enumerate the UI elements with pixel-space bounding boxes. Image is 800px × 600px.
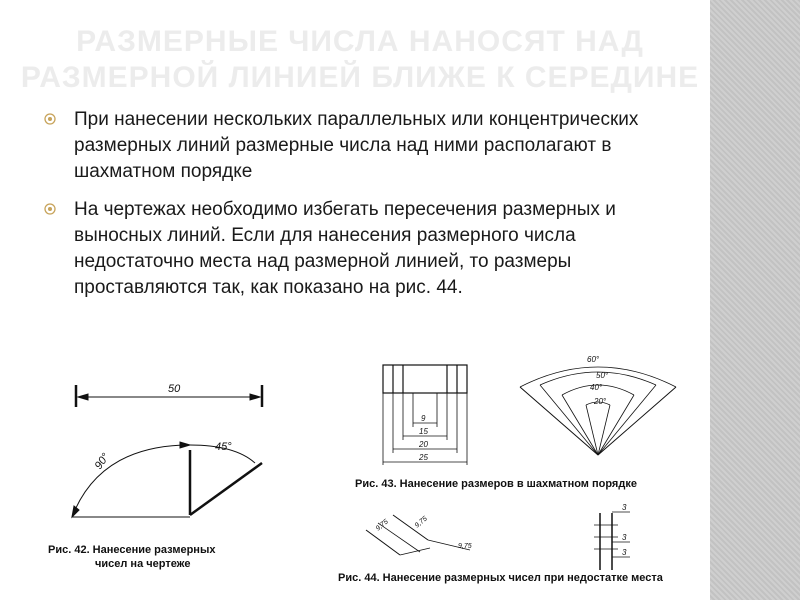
caption-fig44: Рис. 44. Нанесение размерных чисел при недостатке места xyxy=(338,572,663,584)
dim-label-15: 15 xyxy=(419,427,428,436)
side-decorative-strip xyxy=(710,0,800,600)
dim-label-3-b: 3 xyxy=(622,533,627,542)
dim-label-975-b: 9,75 xyxy=(413,515,429,530)
bullet-list xyxy=(44,107,684,313)
dim-label-45: 45° xyxy=(215,441,232,453)
bullet-item xyxy=(44,107,684,185)
angle-label-40: 40° xyxy=(590,383,603,392)
figure-44-left xyxy=(366,515,472,555)
figure-43-left xyxy=(383,365,467,465)
caption-fig42-line2: чисел на чертеже xyxy=(95,558,191,570)
figure-44-right xyxy=(594,503,630,570)
dim-label-9: 9 xyxy=(421,414,426,423)
figure-42 xyxy=(72,383,262,517)
dim-label-3-c: 3 xyxy=(622,548,627,557)
dim-label-3-a: 3 xyxy=(622,503,627,512)
bullet-circle-icon xyxy=(44,203,56,215)
caption-fig43: Рис. 43. Нанесение размеров в шахматном порядке xyxy=(355,478,637,490)
angle-label-50: 50° xyxy=(596,371,609,380)
dim-label-90: 90° xyxy=(92,451,113,472)
dim-label-20: 20 xyxy=(419,440,428,449)
bullet-text: При нанесении нескольких параллельных или концентрических размерных линий размерные числа над ними располагают в шахматном порядке xyxy=(74,109,639,182)
bullet-circle-icon xyxy=(44,113,56,125)
figures-drawing xyxy=(0,345,710,600)
slide-title: РАЗМЕРНЫЕ ЧИСЛА НАНОСЯТ НАД РАЗМЕРНОЙ ЛИНИЕЙ БЛИЖЕ К СЕРЕДИНЕ xyxy=(20,25,700,94)
bullet-text: На чертежах необходимо избегать пересечения размерных и выносных линий. Если для нанесения размерного числа недостаточно места над размерной линией, то размеры проставляются так, как показано на рис. 44. xyxy=(74,199,616,298)
dim-label-50: 50 xyxy=(168,383,181,395)
dim-label-25: 25 xyxy=(419,453,428,462)
angle-label-20: 20° xyxy=(594,397,607,406)
dim-label-975-c: 9,75 xyxy=(458,543,472,550)
angle-label-60: 60° xyxy=(587,355,600,364)
figure-43-right xyxy=(520,355,676,455)
caption-fig42-line1: Рис. 42. Нанесение размерных xyxy=(48,544,216,556)
dim-label-975-a: 9,75 xyxy=(374,518,390,533)
bullet-item xyxy=(44,197,684,301)
